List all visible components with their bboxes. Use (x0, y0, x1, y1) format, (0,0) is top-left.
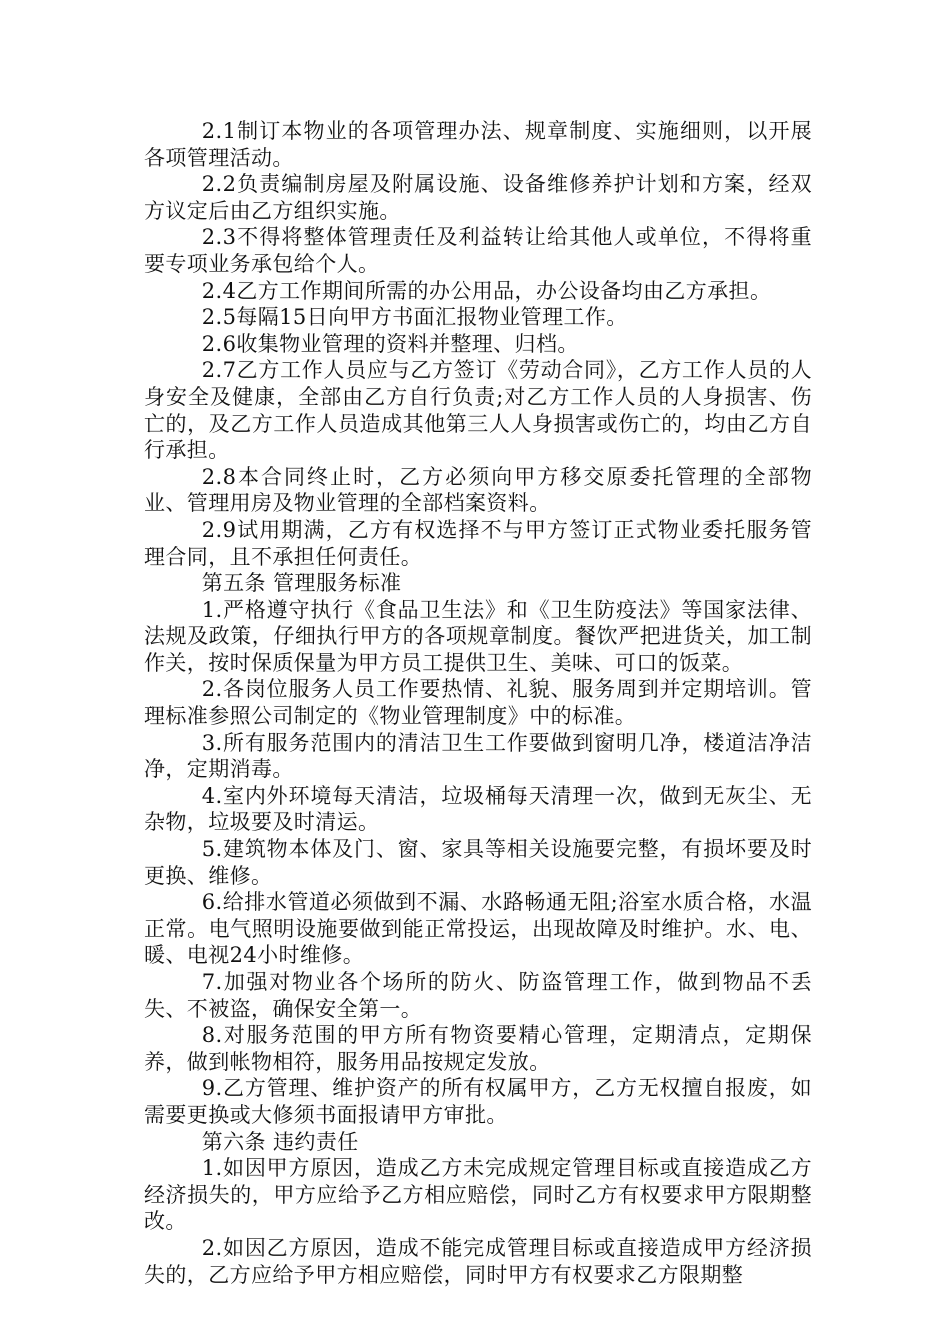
clause-2-7: 2.7乙方工作人员应与乙方签订《劳动合同》，乙方工作人员的人身安全及健康，全部由乙方自行负责;对乙方工作人员的人身损害、伤亡的，及乙方工作人员造成其他第三人人身损害或伤亡的，均由乙方自行承担。 (144, 358, 812, 463)
clause-2-1: 2.1制订本物业的各项管理办法、规章制度、实施细则，以开展各项管理活动。 (144, 119, 812, 170)
standard-7: 7.加强对物业各个场所的防火、防盗管理工作，做到物品不丢失、不被盗，确保安全第一。 (144, 970, 812, 1021)
standard-2: 2.各岗位服务人员工作要热情、礼貌、服务周到并定期培训。管理标准参照公司制定的《物业管理制度》中的标准。 (144, 677, 812, 729)
standard-1: 1.严格遵守执行《食品卫生法》和《卫生防疫法》等国家法律、法规及政策，仔细执行甲方的各项规章制度。餐饮严把进货关，加工制作关，按时保质保量为甲方员工提供卫生、美味、可口的饭菜。 (144, 597, 812, 675)
standard-9: 9.乙方管理、维护资产的所有权属甲方，乙方无权擅自报废，如需要更换或大修须书面报请甲方审批。 (144, 1076, 812, 1127)
standard-3: 3.所有服务范围内的清洁卫生工作要做到窗明几净，楼道洁净洁净，定期消毒。 (144, 730, 812, 782)
clause-2-6: 2.6收集物业管理的资料并整理、归档。 (201, 331, 579, 356)
standard-6: 6.给排水管道必须做到不漏、水路畅通无阻;浴室水质合格，水温正常。电气照明设施要做到能正常投运，出现故障及时维护。水、电、暖、电视24小时维修。 (144, 890, 812, 968)
standard-5: 5.建筑物本体及门、窗、家具等相关设施要完整，有损坏要及时更换、维修。 (144, 837, 812, 888)
document-body (144, 118, 812, 1288)
liability-1: 1.如因甲方原因，造成乙方未完成规定管理目标或直接造成乙方经济损失的，甲方应给予乙方相应赔偿，同时乙方有权要求甲方限期整改。 (144, 1156, 812, 1234)
article-5-heading: 第五条 管理服务标准 (201, 571, 402, 596)
standard-8: 8.对服务范围的甲方所有物资要精心管理，定期清点，定期保养，做到帐物相符，服务用品按规定发放。 (144, 1023, 812, 1074)
clause-2-5: 2.5每隔15日向甲方书面汇报物业管理工作。 (201, 305, 628, 330)
standard-4: 4.室内外环境每天清洁，垃圾桶每天清理一次，做到无灰尘、无杂物，垃圾要及时清运。 (144, 783, 812, 835)
liability-2: 2.如因乙方原因，造成不能完成管理目标或直接造成甲方经济损失的，乙方应给予甲方相应赔偿，同时甲方有权要求乙方限期整 (144, 1235, 812, 1287)
clause-2-2: 2.2负责编制房屋及附属设施、设备维修养护计划和方案，经双方议定后由乙方组织实施。 (144, 172, 812, 223)
clause-2-4: 2.4乙方工作期间所需的办公用品，办公设备均由乙方承担。 (201, 278, 772, 303)
clause-2-8: 2.8本合同终止时，乙方必须向甲方移交原委托管理的全部物业、管理用房及物业管理的全部档案资料。 (144, 464, 812, 516)
article-6-heading: 第六条 违约责任 (201, 1129, 359, 1154)
clause-2-9: 2.9试用期满，乙方有权选择不与甲方签订正式物业委托服务管理合同，且不承担任何责任。 (144, 517, 812, 569)
clause-2-3: 2.3不得将整体管理责任及利益转让给其他人或单位，不得将重要专项业务承包给个人。 (144, 225, 812, 276)
